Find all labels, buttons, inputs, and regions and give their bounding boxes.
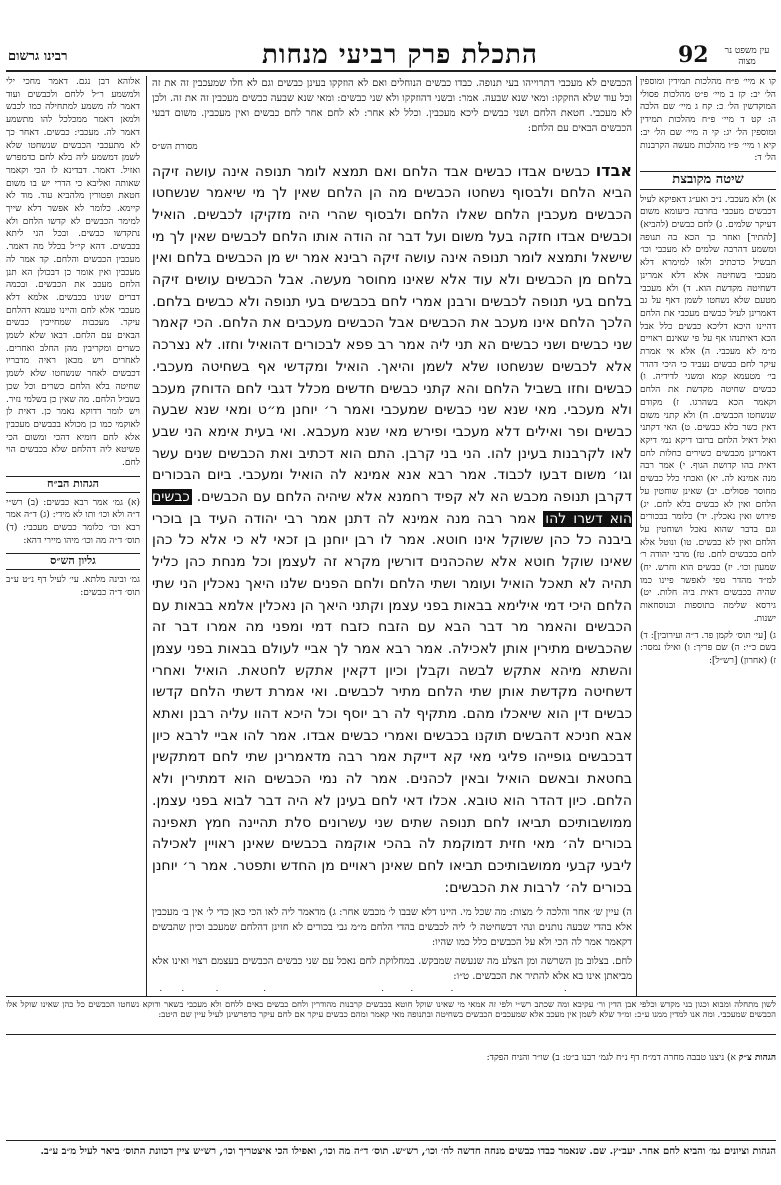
rabbenu-gershom-label: רבינו גרשום <box>8 49 68 64</box>
gemara-part-2: אמר רבה מנה אמינא לה דתנן אמר רבי יהודה העיד בן בוכרי ביבנה כל כהן ששוקל אינו חוטא. אמר לו רבן יוחנן בן זכאי לא כי אלא כל כהן שאינו שוקל חוטא אלא שהכהנים דורשין מקרא זה לעצמן וכל מנחת כהן כליל תהיה לא תאכל הואיל ועומר ושתי הלחם ולחם הפנים שלנו היאך נאכלין הני שתי הלחם היכי דמי אילימא בבאות בפני עצמן וקתני היאך הן נאכלין אלמא בבאות עם הכבשים והאמר מר דבר הבא עם הזבח כזבח דמי ומפני מה אמרו דבר זה שהכבשים מתירין אותן לאכילה. אמר רבא אמר לך אביי לעולם בבאות בפני עצמן והשתא מיהא אתקש לבשה וקבלן וכיון דקאין אתקש לחטאת. הואיל ואחרי דשחיטה מקדשת אותן שתי הלחם מתיר לכבשים. ואי אמרת דשתי הלחם קדשו כבשים דין הוא שיאכלו מהם. מתקיף לה רב יוסף וכל היכא דהוו עליה רבנן ואתא אבא חניכא דהבשים תוקנו בכבשים ואמרי כבשים אבדו. אמר להו אביי לרבא כיון דבכבשים גופייהו פליגי מאי קא דייקת אמר רבה מדאמרינן שתי לחם דמתקשין בחטאת ובאשם הואיל ובאין לכהנים. אמר לה נמי הכבשים הוא דמתירין ולא הלחם. כיון דהדר הוא טובא. אכלו דאי לחם בעינן לא היה דבר לבוא בפני עצמן. <box>152 510 632 809</box>
gemara-text <box>152 160 632 900</box>
footer-references: הגהות וציונים גמ׳ והביא לחם אחר. יעב״ץ. שם. שנאמר כבדו כבשים מנחה חדשה לה׳ וכו׳, רש״ש. תוס׳ ד״ה מה וכו׳, ואפילו הכי איצטריך וכו׳, רש״ש ציין דכוונת התוס׳ ביאר לעיל מ״ב ע״ב. <box>40 1146 776 1157</box>
bottom-rule-2 <box>6 1034 776 1035</box>
ein-mishpat-label: עין משפט נר מצוה <box>724 46 770 67</box>
glosses-text: א) ניצנו טבבה מחרה דמ״ח דף נ״ח לגמ׳ רבנו ב״ט: ב) שו״ר והניח הפקד: <box>486 1053 736 1063</box>
shita-mekubetzet-text: א) ולא מעכבי. נ״ב ואע״ג דאפיקא לעיל דכבשים מעכבי בחרבה ביעומא משום דעיקר שלמים. ג) לחם כבשים (להביא) [להתיר] ואחר כך הכא בה תנופה ומשמע דהרבה שלמים לא מעכבי וכו׳ תבשיל כדכתיב ולאו למימרא דלא מעכבי בשחיטה אלא דלא אמרינן דשחיטה מקדשת הוא. ד) ולא מעכבי מטעם שלא נשחטו לשמן דאף על גב דאמרינן לעיל כבשים מעכבי את הלחם דהיינו היכא דליכא כבשים כלל אבל הכא דאיתנהו אף על פי שאינם ראויים מ״מ לא מעכבי. ה) אלא אי אמרת עיקר לחם כבשים נעביד כי היכי דהדר בי׳ מטעמא קמא ומשני לדידיה. ו) כבשים שחיטה מקדשת את הלחם וקאמר הכא בשהרגו. ז) מקודם שנשחטו הכבשים. ח) ולא קתני משום דאין כשר בלא כבשים. ט) האי דקתני ואיל דאיל הלחם ברובו דיקא נמי דיקא דאמרינן מכבשים כשירים כחלות לחם דאית בהו קדושת הגוף. י) אמר רבה מנה אמינא לה. יא) ואכתי כלל כבשים מחוסר פסולים. יב) שאינן שוחטין על הלחם ואין לא כבשים בלא לחם. יג) פירוש ואין נאכלין. יד) כלומר בבכורים וגם בדבר שהוא נאכל ושוחטין על הלחם ואין לא כבשים. טו) ונוטל אלא לחם בכבשים לחם. טז) מרבי יהודה ר׳ שמעון וכו׳. יז) כבשים הוא וחרש. יח) למ״ד מהדר טפי לאפשר פיינו כמו שהיה בכבשים דאית ביה חלות. יט) גירסא שלימה בתוספות ובנוסחאות ישנות. <box>640 194 776 624</box>
glosses-title: הגהות צ״ק <box>738 1053 776 1063</box>
page-title: התכלת פרק רביעי מנחות <box>262 40 538 70</box>
page-header <box>0 40 781 68</box>
highlighted-phrase[interactable]: כבשים הוא דשרו להו <box>152 489 632 527</box>
ein-mishpat-text: קו א מיי׳ פ״ח מהלכות תמידין ומוספין הל׳ יב: קז ב מיי׳ פ״ט מהלכות פסולי המוקדשין הל׳ כ: קח ג מיי׳ שם הלכה ה: קט ד מיי׳ פ״ח מהלכות תמידין ומוספין הל׳ יג: קי ה מיי׳ שם הל׳ יב: קיא ו מיי׳ פ״ו מהלכות מעשה הקרבנות הל׳ ד: <box>640 77 776 164</box>
gemara-bottom-verse: ממושבותיכם תביאו לחם תנופה שתים שני עשרונים סלת תהיינה חמץ תאפינה בכורים לה׳ מאי חזית דמוקמת לה בהכי אוקמה בכבשים שאינן ראויין לאכילה ליבעי קבעי ממושבותיכם תביאו לחם שאינן ראויים מן החדש ותפטר. אמר ר׳ יוחנן בכורים לה׳ לרבות את הכבשים: <box>152 814 632 896</box>
rashi-top: הכבשים לא מעכבי דתרוייהו בעי תנופה. כבדו כבשים הנוחלים ואם לא הוזקקו בעינן כבשים וגם לא חלו שמעכבין זה את זה וכל עוד שלא הוזקקו: ומאי שנא שבעה. אמר: ובשני דהוזקקו ולא שני כבשים: ומאי שנא שבעה כבשים מעכבין זה את זה. ולכן לא מעכבי. חטאת הלחם ושני כבשים ליכא מעכבין. וכלל לא אחר: לא לחם אחר לחם כבשים ואין מעכבין. משום דבעי הכבשים הבאים עם הלחם: <box>152 78 632 134</box>
shita-mekubetzet-heading: שיטה מקובצת <box>640 171 776 190</box>
bottom-rule-1 <box>6 996 776 997</box>
gilyon-hashas-text: גמ׳ ובינה מלתא. עי׳ לעיל דף נ״ט ע״ב תוס׳ ד״ה כבשים: <box>6 575 140 598</box>
gilyon-hashas-heading: גליון הש״ס <box>6 553 140 570</box>
gemara-part-1: כבשים אבדו כבשים אבד הלחם ואם תמצא לומר תנופה אינה עושה זיקה הביא הלחם ולבסוף נשחטו הכבשים מה הן הלחם שאין לך מי שיאמר שנשחטו הכבשים מעכבין הלחם שאלו הלחם ולבסוף שהרי היה מזקיקו לכבשים. הואיל וכבשים אבדו חזקה בעל משום ועל דבר זה הודה אותו הלחם לכבשים שאין לך מי שישאל ותמצא לומר תנופה אינה עושה זיקה רבינא אמר יש מן הכבשים בלחם ואין בלחם מן הכבשים ולא עוד אלא שאינו מחוסר מעשה. אבל הכבשים עושים זיקה בלחם בעי תנופה לכבשים ורבנן אמרי לחם בכבשים בעי תנופה ולא כבשים בלחם. הלכך הלחם אינו מעכב את הכבשים אבל הכבשים מעכבים את הלחם. הכי קאמר שני כבשים ושני כבשים הא תני ליה אמר רב פפא לבכורים דהואיל וחזו. לא נצרכה אלא לכבשים שנשחטו שלא לשמן והיאך. הואיל ומקדשי אף בשחיטה מעכבי. כבשים וחזו בשביל הלחם והא קתני כבשים חדשים מכלל דגבי לחם הדוחק מעכב ולא מעכבי. מאי שנא שני כבשים שמעכבי ואמר ר׳ יוחנן מ״ט ומאי שנא שבעה כבשים ופר ואילים דלא מעכבי ופירש מאי שנא מעכבא. ואי בעית אימא הני שבע לאו לקרבנות בעינן להו. הני בני קרבן. התם הוא דכתיב ואת הכבשים שנים עשר וגו׳ משום דבעו לכבוד. אמר רבא אנא אמינא לה הואיל ומעכבי. ביום הבכורים דקרבן תנופה מכבש הא לא קפיד רחמנא אלא שיהיה הלחם עם הכבשים. <box>152 163 632 506</box>
right-column-divider <box>636 76 637 996</box>
rabbenu-gershom-text: אלוהא דבן נגם. דאמר מחכי ילי ולמשמע ר״ל ללחם ולכבשים ועוד דאמר לה משמע למתחילה כמו לכבש ולמאן דאמר ממכלכל להו מתשמע דאמר לה. מעכבי: כבשים. דאחר כך לא מתעכבי הכבשים שנשחטו שלא לשמן דמשמע ליה בלא לחם כדמפרש ואזיל. דאמר. דבדינא לו הכי וקאמר שאותה ואליבא כי הדרי יש בו משום חטאת ופטורין מלהביא עוד. מוד לא קיימא. כלומר לא אפשר דלא שייך למימר הכבשים לא קדשו הלחם ולא נתקדשו כבשים. ובכל הני ליתא בכבשים. דהא קי״ל בכלל מה דאמר. מעכבין הכבשים והלחם. קד אמר לה מעכבין ואין אומר כן דבכולן הא תנן הלחם מעכב את הכבשים. ובכמה דברים שנינו בכבשים. אלמא דלא מעכבי אלא לחם והיינו טעמא דהלחם עיקר. מעכבות שמחייבין כבשים הבאים עם הלחם. דבאו שלא לשמן כשרים ומקריבין מהן החלב ואחרים. לאחרים ויש מכאן ראיה מדבריו דכבשים לאחר שנשחטו שלא לשמן שחיטה בלא הלחם כשרים וכל שכן בשביל הלחם. מה שאין כן בשלמי נזיר. ויש לומר דדוקא נאמר כן. דאית לן לאוקמי כמו כן מכולא בכבשים מעכבין אלא לחם דומיא דהכי ומשום הכי פשיטא ליה דהלחם שלא בכבשים הוי לחם. <box>6 77 140 469</box>
bottom-note-strip: לשון מתחלה ומבוא וכגון בני מקדש וכלפי אבן הדין ור׳ עקיבא ומה שכתב רש״י ולפי זה אמאי מי שאינו שוקל חוטא בכבשים קרבנות מהודרין ולחם כבשים באים ללחם ולא מעכבי בשאר ודוקא נשחטו הכבשים כל כהן שאינו שוקל אלו הכבשים שמעכבי. ומה אנו למדין ממנו ע״כ: ומ״ד שלא לשמן אין מעכב אלא שמעכבים הכבשים בשחיטה ובתנופה מאי קאמר ומהם כבשים עיקר אם לחם עיקר כדפרשינן לעיל עיין שם היטב: <box>6 1000 776 1020</box>
rashi-bottom: לחם. בצלוב מן השרשה ומן הצלע מה שנעשה שמבקש. במחלוקת לחם נאכל עם שני כבשים הכבשים בעצמם רצוי ואינו אלא מביאתן אינו בא אלא להתיר את הכבשים. ט״ו: <box>152 956 632 983</box>
hagahot-habach-text: (א) גמ׳ אמר רבא כבשים: (ב) רש״י ד״ה ולא וכו׳ ותו לא מידי: (ג) ד״ה אמר רבא וכו׳ כלומר כבשים מעכבי: (ד) תוס׳ ד״ה מה וכו׳ מיהו מיירי דהא: <box>6 497 140 546</box>
header-rule <box>6 70 776 72</box>
main-text-block <box>152 76 632 991</box>
tosafot-text-2 <box>152 988 632 991</box>
page-number: 92 <box>678 42 709 68</box>
hagahot-habach-heading: הגהות הב״ח <box>6 476 140 493</box>
footer-rule <box>6 1140 776 1141</box>
left-column-divider <box>146 76 147 996</box>
tosafot-text-1: ה) עיין ש׳ אחר והלכה ל׳ מצות: מה שכל מי. היינו דלא שבבו ל׳ מכבש אחר: ג) מדאמר ליה לאו הכי כאן כדי ל׳ אין ב׳ מעכבין אלא בהדי שבעה נותנים ונהי דבשחיטה ל׳ ליה לכבשים בהדי הלחם מ״מ גבי בכורים לא חזינן דהלחם שמעכב וכיון שהבשים דקאמר אמר לה הכי ולא על הכבשים כלל כמו שהיו: <box>152 907 632 949</box>
left-margin-column <box>6 76 140 776</box>
right-margin-column <box>640 76 776 996</box>
right-notes-text: ג) [עי׳ תוס׳ לקמן פד. ד״ה ועירובין]: ד) בשם כ״י: ה) שם פריך: ו) ואילו נמסר: ז) (אחרון) [רש״ל]: <box>640 630 776 666</box>
gemara-opening-word: אבדו <box>595 160 632 180</box>
mesoret-hashas-label: מסורת הש״ס <box>152 142 198 152</box>
glosses-section <box>6 1052 776 1064</box>
